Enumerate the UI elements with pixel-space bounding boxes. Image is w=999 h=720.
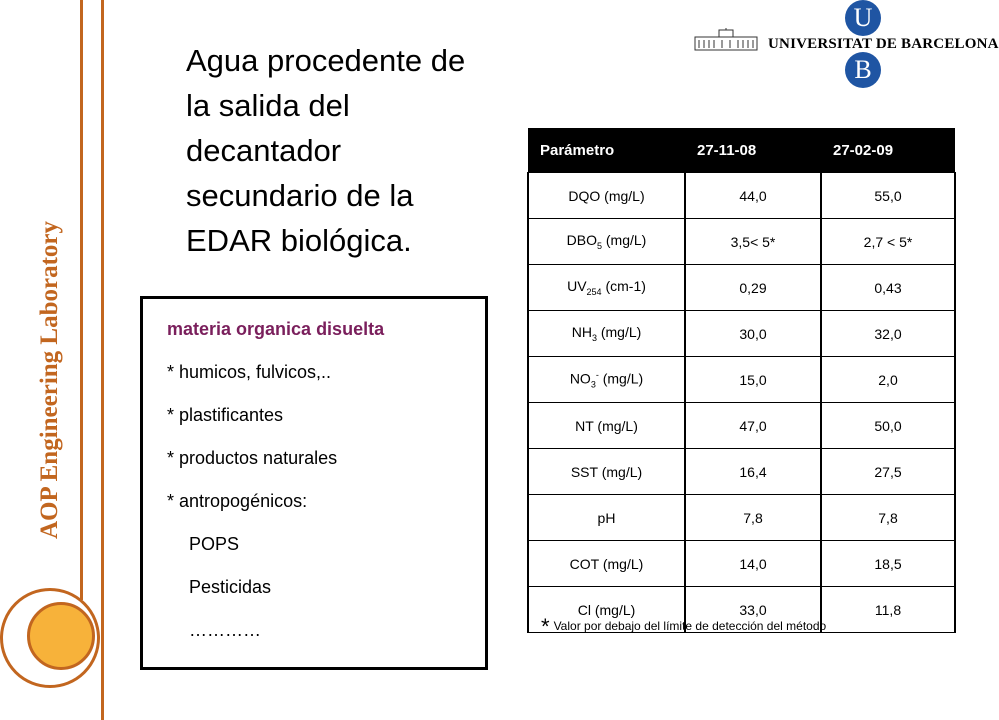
table-row: [528, 311, 955, 357]
footnote-text: Valor por debajo del límite de detección del método: [553, 619, 827, 633]
table-row: [528, 495, 955, 541]
param-cell: [528, 311, 685, 357]
table-row: [528, 357, 955, 403]
value-cell: 30,0: [685, 311, 821, 357]
decor-line-left: [80, 0, 83, 600]
param-cell: [528, 265, 685, 311]
box-heading: materia organica disuelta: [167, 319, 385, 339]
slide-title: Agua procedente de la salida del decantador secundario de la EDAR biológica.: [186, 43, 466, 258]
table-row: [528, 403, 955, 449]
table-row: [528, 541, 955, 587]
param-cell: NT (mg/L): [528, 403, 685, 449]
value-cell: 0,29: [685, 265, 821, 311]
param-subscript: 5: [596, 240, 602, 251]
param-base: DBO: [566, 232, 597, 249]
param-cell: DQO (mg/L): [528, 173, 685, 219]
param-cell: pH: [528, 495, 685, 541]
footnote: [541, 614, 826, 640]
param-cell: [528, 357, 685, 403]
value-cell: 55,0: [821, 173, 955, 219]
value-cell: 50,0: [821, 403, 955, 449]
value-cell: 7,8: [821, 495, 955, 541]
param-cell: [528, 219, 685, 265]
header-parameter: Parámetro: [528, 128, 685, 173]
param-unit: (mg/L): [596, 324, 642, 341]
box-item: * humicos, fulvicos,..: [167, 362, 332, 382]
value-cell: 27,5: [821, 449, 955, 495]
value-cell: 11,8: [821, 587, 955, 633]
lab-name-vertical: AOP Engineering Laboratory: [36, 220, 63, 540]
decor-line-right: [101, 0, 104, 720]
table-row: [528, 219, 955, 265]
university-name: UNIVERSITAT DE BARCELONA: [768, 36, 999, 52]
value-cell: 2,7 < 5*: [821, 219, 955, 265]
param-subscript: 3: [590, 379, 596, 390]
header-date-1: 27-11-08: [685, 128, 821, 173]
value-cell: 18,5: [821, 541, 955, 587]
param-unit: (mg/L): [598, 370, 644, 387]
box-sub-item: POPS: [189, 534, 240, 554]
footnote-star: *: [541, 614, 550, 639]
header-date-2: 27-02-09: [821, 128, 955, 173]
logo-letter-u: U: [845, 0, 881, 36]
param-unit: (mg/L): [602, 232, 647, 249]
value-cell: 15,0: [685, 357, 821, 403]
param-base: NH: [571, 324, 592, 341]
value-cell: 32,0: [821, 311, 955, 357]
param-base: NO: [569, 370, 591, 387]
table-row: [528, 449, 955, 495]
param-unit: (cm-1): [601, 278, 646, 295]
box-item: * plastificantes: [167, 405, 284, 425]
value-cell: 3,5< 5*: [685, 219, 821, 265]
value-cell: 33,0: [685, 587, 821, 633]
param-cell: COT (mg/L): [528, 541, 685, 587]
value-cell: 7,8: [685, 495, 821, 541]
box-sub-item: Pesticidas: [189, 577, 272, 597]
value-cell: 2,0: [821, 357, 955, 403]
box-item: * antropogénicos:: [167, 491, 308, 511]
table-row: [528, 265, 955, 311]
value-cell: 0,43: [821, 265, 955, 311]
param-superscript: -: [595, 369, 599, 380]
param-cell: Cl (mg/L): [528, 587, 685, 633]
box-sub-item: …………: [189, 620, 261, 640]
university-building-icon: [695, 28, 757, 50]
value-cell: 16,4: [685, 449, 821, 495]
logo-letter-b: B: [845, 52, 881, 88]
value-cell: 44,0: [685, 173, 821, 219]
parameters-table: [527, 128, 956, 633]
table-header-row: [528, 128, 955, 173]
param-base: UV: [567, 278, 587, 295]
organic-matter-box: [140, 296, 488, 670]
param-subscript: 254: [586, 286, 602, 297]
decor-circle-inner: [27, 602, 95, 670]
value-cell: 47,0: [685, 403, 821, 449]
param-cell: SST (mg/L): [528, 449, 685, 495]
table-row: [528, 173, 955, 219]
value-cell: 14,0: [685, 541, 821, 587]
box-item: * productos naturales: [167, 448, 338, 468]
param-subscript: 3: [591, 332, 597, 343]
